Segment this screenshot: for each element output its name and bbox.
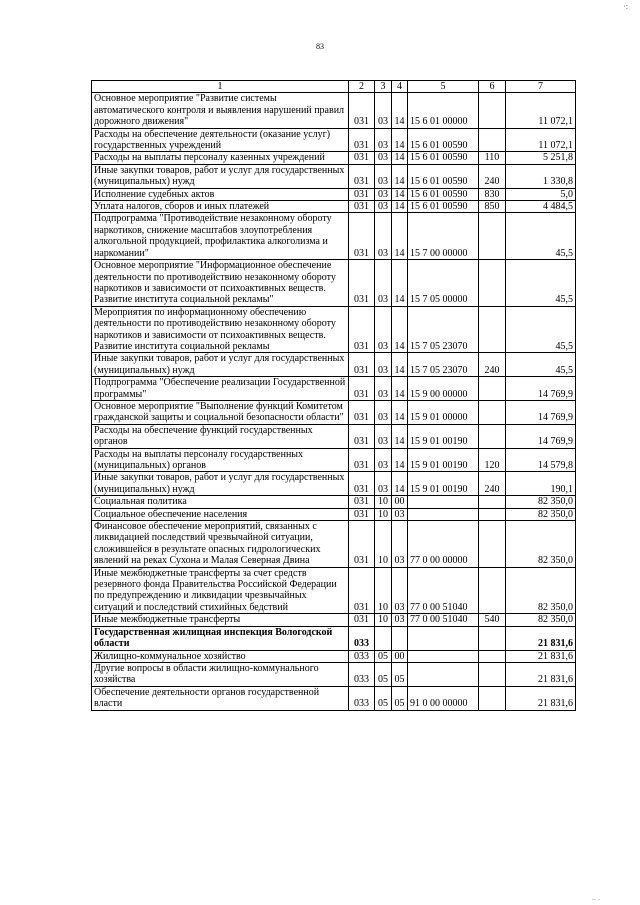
row-name-cell: Основное мероприятие "Информационное обеспечение деятельности по противодействию незаконному обороту наркотиков и зависимости от психоактивных веществ. Развитие института социальной рекламы" xyxy=(92,260,349,307)
table-row xyxy=(92,686,576,710)
row-target-article-cell: 77 0 00 51040 xyxy=(408,567,479,614)
row-subsection-cell: 14 xyxy=(392,260,408,307)
row-target-article-cell: 15 7 05 23070 xyxy=(408,353,479,377)
row-amount-cell: 21 831,6 xyxy=(506,650,576,662)
header-cell: 3 xyxy=(375,81,392,93)
row-name-cell: Уплата налогов, сборов и иных платежей xyxy=(92,201,349,213)
row-code-cell: 031 xyxy=(349,567,375,614)
row-section-cell: 10 xyxy=(375,508,392,520)
row-code-cell: 031 xyxy=(349,614,375,626)
row-name-cell: Жилищно-коммунальное хозяйство xyxy=(92,650,349,662)
header-cell: 4 xyxy=(392,81,408,93)
row-subsection-cell: 03 xyxy=(392,614,408,626)
row-amount-cell: 82 350,0 xyxy=(506,567,576,614)
row-section-cell: 10 xyxy=(375,567,392,614)
row-expense-type-cell xyxy=(479,306,506,353)
row-subsection-cell: 14 xyxy=(392,188,408,200)
row-subsection-cell: 14 xyxy=(392,377,408,401)
table-row xyxy=(92,400,576,424)
table-row xyxy=(92,152,576,164)
row-code-cell: 031 xyxy=(349,128,375,152)
table-row xyxy=(92,508,576,520)
row-name-cell: Подпрограмма "Обеспечение реализации Государственной программы" xyxy=(92,377,349,401)
row-section-cell: 10 xyxy=(375,614,392,626)
row-subsection-cell: 14 xyxy=(392,152,408,164)
row-code-cell: 031 xyxy=(349,424,375,448)
row-section-cell: 10 xyxy=(375,521,392,568)
row-code-cell: 033 xyxy=(349,626,375,650)
row-code-cell: 031 xyxy=(349,377,375,401)
row-section-cell: 03 xyxy=(375,164,392,188)
row-name-cell: Мероприятия по информационному обеспечению деятельности по противодействию незаконному обороту наркотиков и зависимости от психоактивных веществ. Развитие института социальной рекламы xyxy=(92,306,349,353)
table-row xyxy=(92,567,576,614)
row-name-cell: Подпрограмма "Противодействие незаконному обороту наркотиков, снижение масштабов злоупотребления алкогольной продукцией, профилактика алкоголизма и наркомании" xyxy=(92,213,349,260)
row-subsection-cell: 00 xyxy=(392,650,408,662)
row-target-article-cell: 15 6 01 00590 xyxy=(408,188,479,200)
row-section-cell: 03 xyxy=(375,93,392,128)
row-subsection-cell: 14 xyxy=(392,424,408,448)
row-amount-cell: 14 769,9 xyxy=(506,400,576,424)
row-amount-cell: 11 072,1 xyxy=(506,128,576,152)
header-cell: 7 xyxy=(506,81,576,93)
row-amount-cell: 21 831,6 xyxy=(506,662,576,686)
row-subsection-cell: 05 xyxy=(392,686,408,710)
row-section-cell: 03 xyxy=(375,353,392,377)
row-code-cell: 031 xyxy=(349,496,375,508)
row-expense-type-cell: 240 xyxy=(479,353,506,377)
row-expense-type-cell: 120 xyxy=(479,448,506,472)
row-section-cell: 03 xyxy=(375,260,392,307)
row-code-cell: 031 xyxy=(349,400,375,424)
row-name-cell: Иные закупки товаров, работ и услуг для государственных (муниципальных) нужд xyxy=(92,472,349,496)
table-row xyxy=(92,93,576,128)
row-expense-type-cell xyxy=(479,521,506,568)
bottom-mark: .. . xyxy=(592,893,600,902)
row-target-article-cell: 15 6 01 00590 xyxy=(408,128,479,152)
row-expense-type-cell xyxy=(479,662,506,686)
row-code-cell: 033 xyxy=(349,662,375,686)
row-target-article-cell xyxy=(408,508,479,520)
row-subsection-cell: 05 xyxy=(392,662,408,686)
row-amount-cell: 45,5 xyxy=(506,260,576,307)
row-section-cell: 03 xyxy=(375,213,392,260)
row-amount-cell: 14 769,9 xyxy=(506,377,576,401)
row-target-article-cell xyxy=(408,650,479,662)
row-name-cell: Основное мероприятие "Развитие системы автоматического контроля и выявления нарушений правил дорожного движения" xyxy=(92,93,349,128)
row-name-cell: Расходы на выплаты персоналу казенных учреждений xyxy=(92,152,349,164)
row-amount-cell: 4 484,5 xyxy=(506,201,576,213)
row-name-cell: Социальная политика xyxy=(92,496,349,508)
row-section-cell: 03 xyxy=(375,188,392,200)
row-expense-type-cell xyxy=(479,496,506,508)
row-code-cell: 031 xyxy=(349,93,375,128)
row-section-cell: 03 xyxy=(375,400,392,424)
page-number: 83 xyxy=(316,42,324,51)
table-row xyxy=(92,662,576,686)
row-target-article-cell: 15 9 01 00190 xyxy=(408,472,479,496)
table-row xyxy=(92,614,576,626)
row-section-cell: 03 xyxy=(375,377,392,401)
row-expense-type-cell: 830 xyxy=(479,188,506,200)
row-expense-type-cell xyxy=(479,424,506,448)
row-code-cell: 033 xyxy=(349,650,375,662)
row-name-cell: Иные межбюджетные трансферты xyxy=(92,614,349,626)
row-amount-cell: 1 330,8 xyxy=(506,164,576,188)
row-target-article-cell: 15 9 01 00190 xyxy=(408,424,479,448)
row-target-article-cell xyxy=(408,496,479,508)
row-amount-cell: 14 579,8 xyxy=(506,448,576,472)
header-cell: 2 xyxy=(349,81,375,93)
row-expense-type-cell xyxy=(479,128,506,152)
row-expense-type-cell xyxy=(479,400,506,424)
row-code-cell: 031 xyxy=(349,152,375,164)
row-amount-cell: 5 251,8 xyxy=(506,152,576,164)
row-expense-type-cell xyxy=(479,260,506,307)
row-expense-type-cell xyxy=(479,567,506,614)
row-section-cell: 03 xyxy=(375,424,392,448)
table-row xyxy=(92,164,576,188)
row-target-article-cell xyxy=(408,626,479,650)
row-name-cell: Иные закупки товаров, работ и услуг для государственных (муниципальных) нужд xyxy=(92,353,349,377)
row-expense-type-cell: 110 xyxy=(479,152,506,164)
row-subsection-cell: 03 xyxy=(392,508,408,520)
row-amount-cell: 45,5 xyxy=(506,353,576,377)
row-amount-cell: 21 831,6 xyxy=(506,626,576,650)
table-row xyxy=(92,626,576,650)
row-subsection-cell: 14 xyxy=(392,164,408,188)
row-amount-cell: 11 072,1 xyxy=(506,93,576,128)
row-name-cell: Социальное обеспечение населения xyxy=(92,508,349,520)
table-row xyxy=(92,188,576,200)
row-name-cell: Иные межбюджетные трансферты за счет средств резервного фонда Правительства Российской Федерации по предупреждению и ликвидации чрезвычайных ситуаций и последствий стихийных бедствий xyxy=(92,567,349,614)
row-expense-type-cell xyxy=(479,626,506,650)
table-row xyxy=(92,424,576,448)
table-row xyxy=(92,496,576,508)
row-subsection-cell: 14 xyxy=(392,213,408,260)
row-section-cell: 03 xyxy=(375,128,392,152)
row-code-cell: 031 xyxy=(349,472,375,496)
row-name-cell: Расходы на обеспечение функций государственных органов xyxy=(92,424,349,448)
row-name-cell: Другие вопросы в области жилищно-коммунального хозяйства xyxy=(92,662,349,686)
table-row xyxy=(92,521,576,568)
row-code-cell: 031 xyxy=(349,306,375,353)
table-row xyxy=(92,213,576,260)
row-section-cell: 05 xyxy=(375,650,392,662)
row-expense-type-cell: 540 xyxy=(479,614,506,626)
table-row xyxy=(92,472,576,496)
row-code-cell: 031 xyxy=(349,521,375,568)
row-subsection-cell xyxy=(392,626,408,650)
row-amount-cell: 82 350,0 xyxy=(506,614,576,626)
row-amount-cell: 5,0 xyxy=(506,188,576,200)
row-code-cell: 031 xyxy=(349,201,375,213)
row-section-cell: 03 xyxy=(375,448,392,472)
row-code-cell: 031 xyxy=(349,164,375,188)
row-section-cell: 05 xyxy=(375,686,392,710)
row-target-article-cell: 15 9 01 00190 xyxy=(408,448,479,472)
row-subsection-cell: 14 xyxy=(392,400,408,424)
row-code-cell: 031 xyxy=(349,260,375,307)
row-subsection-cell: 03 xyxy=(392,567,408,614)
budget-table xyxy=(91,80,576,711)
row-subsection-cell: 00 xyxy=(392,496,408,508)
row-section-cell: 05 xyxy=(375,662,392,686)
row-target-article-cell: 91 0 00 00000 xyxy=(408,686,479,710)
row-section-cell: 03 xyxy=(375,472,392,496)
row-code-cell: 031 xyxy=(349,353,375,377)
row-section-cell: 03 xyxy=(375,306,392,353)
row-name-cell: Исполнение судебных актов xyxy=(92,188,349,200)
row-expense-type-cell xyxy=(479,650,506,662)
row-expense-type-cell: 240 xyxy=(479,472,506,496)
row-name-cell: Иные закупки товаров, работ и услуг для государственных (муниципальных) нужд xyxy=(92,164,349,188)
row-section-cell: 10 xyxy=(375,496,392,508)
header-cell: 1 xyxy=(92,81,349,93)
row-target-article-cell: 15 6 01 00000 xyxy=(408,93,479,128)
table-header-row xyxy=(92,81,576,93)
row-target-article-cell: 15 9 01 00000 xyxy=(408,400,479,424)
row-amount-cell: 82 350,0 xyxy=(506,496,576,508)
row-amount-cell: 14 769,9 xyxy=(506,424,576,448)
row-target-article-cell: 15 6 01 00590 xyxy=(408,164,479,188)
row-amount-cell: 82 350,0 xyxy=(506,508,576,520)
row-subsection-cell: 14 xyxy=(392,93,408,128)
row-name-cell: Основное мероприятие "Выполнение функций Комитетом гражданской защиты и социальной безопасности области" xyxy=(92,400,349,424)
table-row xyxy=(92,128,576,152)
row-code-cell: 033 xyxy=(349,686,375,710)
row-code-cell: 031 xyxy=(349,448,375,472)
row-amount-cell: 82 350,0 xyxy=(506,521,576,568)
row-expense-type-cell xyxy=(479,377,506,401)
row-code-cell: 031 xyxy=(349,213,375,260)
row-expense-type-cell xyxy=(479,508,506,520)
row-subsection-cell: 14 xyxy=(392,201,408,213)
row-name-cell: Финансовое обеспечение мероприятий, связанных с ликвидацией последствий чрезвычайной ситуации, сложившейся в результате опасных гидрологических явлений на реках Сухона и Малая Северная Двина xyxy=(92,521,349,568)
table-row xyxy=(92,260,576,307)
row-expense-type-cell: 850 xyxy=(479,201,506,213)
row-amount-cell: 45,5 xyxy=(506,213,576,260)
table-row xyxy=(92,448,576,472)
row-subsection-cell: 14 xyxy=(392,128,408,152)
row-expense-type-cell: 240 xyxy=(479,164,506,188)
row-target-article-cell: 77 0 00 51040 xyxy=(408,614,479,626)
row-target-article-cell: 15 6 01 00590 xyxy=(408,152,479,164)
table-row xyxy=(92,377,576,401)
header-cell: 5 xyxy=(408,81,479,93)
row-subsection-cell: 14 xyxy=(392,472,408,496)
row-name-cell: Обеспечение деятельности органов государственной власти xyxy=(92,686,349,710)
row-name-cell: Государственная жилищная инспекция Вологодской области xyxy=(92,626,349,650)
row-subsection-cell: 14 xyxy=(392,448,408,472)
row-target-article-cell xyxy=(408,662,479,686)
header-cell: 6 xyxy=(479,81,506,93)
row-target-article-cell: 15 7 05 00000 xyxy=(408,260,479,307)
row-subsection-cell: 14 xyxy=(392,306,408,353)
row-target-article-cell: 15 7 00 00000 xyxy=(408,213,479,260)
row-name-cell: Расходы на выплаты персоналу государственных (муниципальных) органов xyxy=(92,448,349,472)
row-section-cell: 03 xyxy=(375,201,392,213)
row-code-cell: 031 xyxy=(349,508,375,520)
row-target-article-cell: 77 0 00 00000 xyxy=(408,521,479,568)
row-name-cell: Расходы на обеспечение деятельности (оказание услуг) государственных учреждений xyxy=(92,128,349,152)
row-subsection-cell: 03 xyxy=(392,521,408,568)
row-section-cell: 03 xyxy=(375,152,392,164)
row-expense-type-cell xyxy=(479,686,506,710)
row-amount-cell: 21 831,6 xyxy=(506,686,576,710)
row-target-article-cell: 15 9 00 00000 xyxy=(408,377,479,401)
table-row xyxy=(92,201,576,213)
row-target-article-cell: 15 7 05 23070 xyxy=(408,306,479,353)
table-row xyxy=(92,306,576,353)
table-row xyxy=(92,353,576,377)
row-code-cell: 031 xyxy=(349,188,375,200)
row-expense-type-cell xyxy=(479,213,506,260)
row-expense-type-cell xyxy=(479,93,506,128)
row-amount-cell: 45,5 xyxy=(506,306,576,353)
row-section-cell xyxy=(375,626,392,650)
corner-mark: ·: xyxy=(623,2,628,11)
table-row xyxy=(92,650,576,662)
row-target-article-cell: 15 6 01 00590 xyxy=(408,201,479,213)
row-amount-cell: 190,1 xyxy=(506,472,576,496)
row-subsection-cell: 14 xyxy=(392,353,408,377)
